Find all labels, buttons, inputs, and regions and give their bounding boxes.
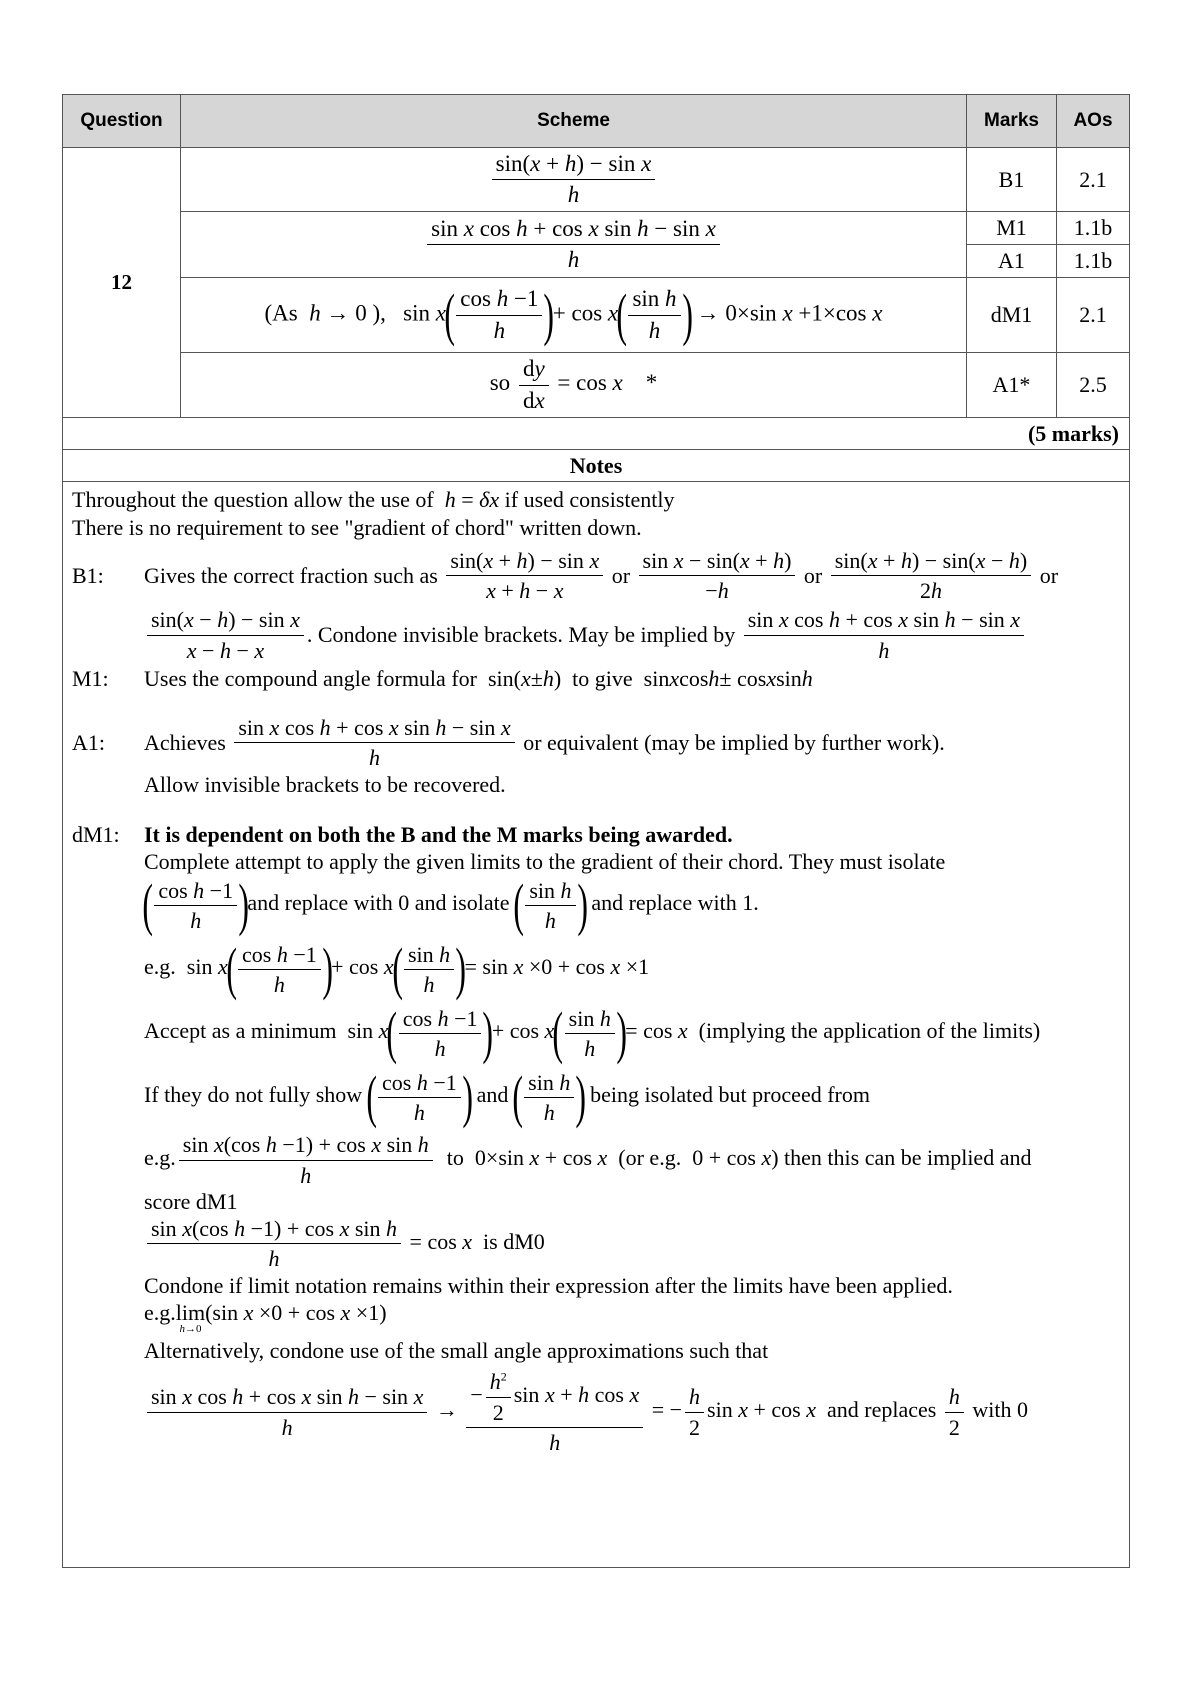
note-a1: A1: Achieves $\frac{\text{sin x cos h + cos x sin h − sin x}}{h}$ or equivalent (may be implied by further work). bbox=[72, 715, 945, 771]
note-a1-allow: Allow invisible brackets to be recovered. bbox=[144, 771, 506, 797]
scheme-step-2: $\frac{\text{sin x cos h + cos x sin h − sin x}}{h}$ bbox=[181, 212, 967, 278]
note-small-angle: $\frac{\text{sin x cos h + cos x sin h − sin x}}{h}$ → − $\frac{h^2}{2}$ sin x + h cos x h = − $\frac{h}{2}$ sin x + cos x and replaces $\frac{h}{2}$ with 0 bbox=[144, 1369, 1121, 1455]
aos-header: AOs bbox=[1057, 95, 1130, 148]
marks-header: Marks bbox=[967, 95, 1057, 148]
note-dm1-complete: Complete attempt to apply the given limits to the gradient of their chord. They must isolate bbox=[144, 849, 946, 875]
mark-scheme bbox=[62, 94, 1129, 1571]
note-m1: M1: Uses the compound angle formula for sin( x ± h ) to give sin x cos h ± cos x sin h bbox=[72, 666, 813, 692]
mark-code: dM1 bbox=[967, 278, 1057, 353]
question-header: Question bbox=[63, 95, 181, 148]
scheme-row-dm1 bbox=[63, 278, 1130, 353]
notes-title-row bbox=[63, 450, 1130, 482]
note-b1: B1: Gives the correct fraction such as $\frac{\text{sin(x + h) − sin x}}{x + h - x}$ or $\frac{\text{sin x − sin(x + h)}}{-h}$ or $\frac{\sin(x + h) - \sin(x - h)}{2h}$ or bbox=[72, 547, 1059, 604]
note-b1-cont: $\frac{\text{sin(x − h) − sin x}}{x - h - x}$ . Condone invisible brackets. May be implied by $\frac{\text{sin x cos h + cos x sin h − sin x}}{h}$ bbox=[144, 607, 1121, 663]
mark-code: B1 bbox=[967, 148, 1057, 212]
scheme-row-b1 bbox=[63, 148, 1130, 212]
note-dm0: $\frac{\text{sin x(cos h −1) + cos x sin h}}{h}$ = cos x is dM0 bbox=[144, 1216, 1121, 1272]
notes-title: Notes bbox=[63, 450, 1130, 482]
note-dm1-proceed: e.g. $\frac{\text{sin x(cos h −1) + cos x sin h}}{h}$ to 0×sin x + cos x (or e.g. 0 + cos x) then this can be implied and bbox=[144, 1132, 1032, 1188]
scheme-step-4: so $\frac{dy}{dx}$ = cos x * bbox=[181, 353, 967, 418]
notes-cell bbox=[63, 482, 1130, 1568]
note-dm1-isolate: ( $\frac{\text{cos h −1}}{h}$ )and replace with 0 and isolate ( $\frac{\text{sin h}}{h}$ ) and replace with 1. bbox=[142, 872, 759, 938]
note-throughout: Throughout the question allow the use of h = δx if used consistently bbox=[72, 487, 675, 512]
mark-code: A1 bbox=[967, 245, 1057, 278]
note-label: A1: bbox=[72, 729, 105, 755]
note-label: M1: bbox=[72, 666, 109, 692]
ao-code: 1.1b bbox=[1057, 245, 1130, 278]
total-row bbox=[63, 418, 1130, 450]
note-label: dM1: bbox=[72, 821, 120, 847]
scheme-step-1: $\frac{\text{sin(x + h) − sin x}}{h}$ bbox=[181, 148, 967, 212]
scheme-step-3: (As h → 0 ), sin x( $\frac{\text{cos h −1}}{h}$ )+ cos x( $\frac{\text{sin h}}{h}$ ) → 0×sin x +1×cos x bbox=[181, 278, 967, 353]
note-no-requirement: There is no requirement to see "gradient of chord" written down. bbox=[72, 514, 642, 540]
ao-code: 2.1 bbox=[1057, 278, 1130, 353]
scheme-header: Scheme bbox=[181, 95, 967, 148]
note-score-dm1: score dM1 bbox=[144, 1189, 238, 1214]
mark-code: M1 bbox=[967, 212, 1057, 245]
note-dm1-example: e.g. sin x( $\frac{\text{cos h −1}}{h}$ )+ cos x( $\frac{\text{sin h}}{h}$ )= sin x ×0 + cos x ×1 bbox=[144, 936, 650, 1002]
ao-code: 2.5 bbox=[1057, 353, 1130, 418]
total-marks: (5 marks) bbox=[63, 418, 1130, 450]
ao-code: 1.1b bbox=[1057, 212, 1130, 245]
note-condone-limit: Condone if limit notation remains within their expression after the limits have been applied. bbox=[144, 1272, 953, 1298]
header-row bbox=[63, 95, 1130, 148]
note-dm1: dM1: It is dependent on both the B and the M marks being awarded. bbox=[72, 821, 733, 847]
mark-code: A1* bbox=[967, 353, 1057, 418]
note-label: B1: bbox=[72, 562, 104, 588]
ao-code: 2.1 bbox=[1057, 148, 1130, 212]
note-alternatively: Alternatively, condone use of the small angle approximations such that bbox=[144, 1338, 769, 1364]
scheme-table bbox=[62, 94, 1130, 1568]
question-number: 12 bbox=[63, 148, 181, 418]
scheme-row-a1-star bbox=[63, 353, 1130, 418]
note-limit-example: e.g. lim h→0 (sin x ×0 + cos x ×1) bbox=[144, 1300, 387, 1336]
scheme-row-m1 bbox=[63, 212, 1130, 245]
notes-row bbox=[63, 482, 1130, 1568]
note-dm1-accept: Accept as a minimum sin x( $\frac{\text{cos h −1}}{h}$ )+ cos x( $\frac{\text{sin h}}{h}$ )= cos x (implying the application of the limits) bbox=[144, 1000, 1041, 1066]
note-dm1-if-not: If they do not fully show ( $\frac{\text{cos h −1}}{h}$ ) and ( $\frac{\text{sin h}}{h}$ ) being isolated but proceed from bbox=[144, 1064, 870, 1130]
